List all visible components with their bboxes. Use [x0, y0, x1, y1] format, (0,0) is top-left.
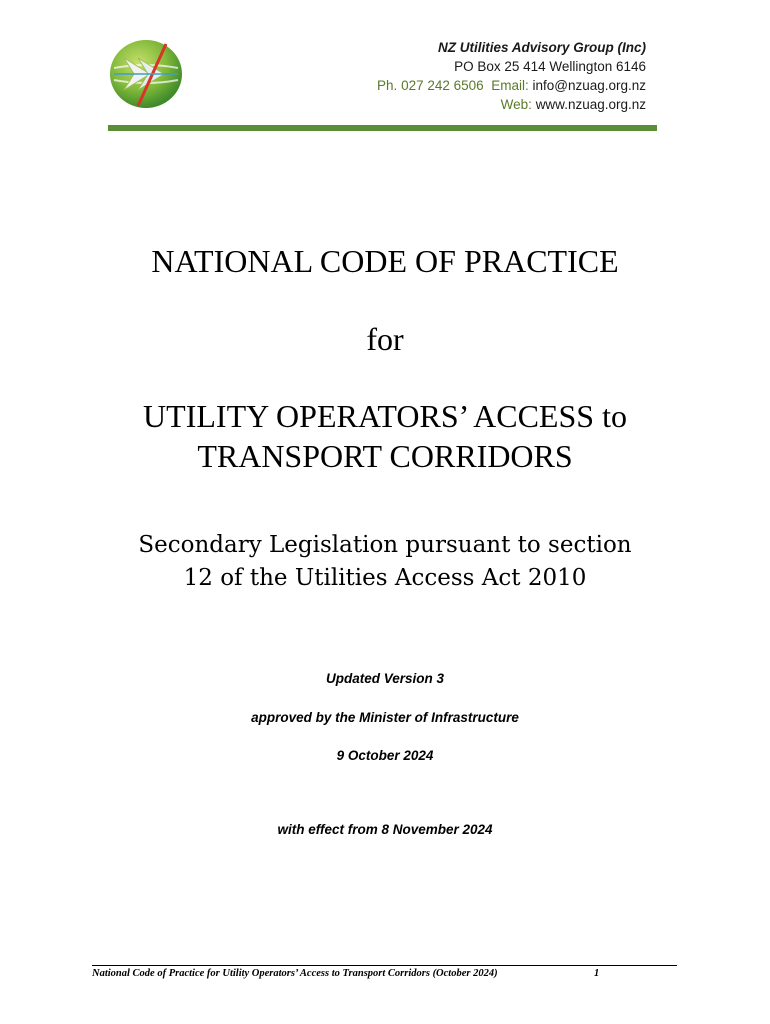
- phone-label: Ph.: [377, 78, 398, 93]
- footer-text: National Code of Practice for Utility Operators’ Access to Transport Corridors (October 2024): [92, 968, 498, 979]
- org-address: PO Box 25 414 Wellington 6146: [454, 59, 646, 74]
- document-title-line2: UTILITY OPERATORS’ ACCESS to: [143, 398, 627, 434]
- org-web: [377, 95, 646, 114]
- email-label: Email:: [491, 78, 529, 93]
- page-footer: [92, 968, 677, 979]
- document-subtitle-line2: 12 of the Utilities Access Act 2010: [183, 565, 587, 591]
- header-divider: [108, 125, 657, 131]
- phone-number: 027 242 6506: [401, 78, 484, 93]
- approval-note: approved by the Minister of Infrastructure: [251, 710, 519, 725]
- footer-divider: [92, 965, 677, 966]
- organization-contact-block: [377, 38, 646, 114]
- org-phone-email: [377, 76, 646, 95]
- web-label: Web:: [500, 97, 532, 112]
- version-note: Updated Version 3: [325, 671, 445, 686]
- org-name: NZ Utilities Advisory Group (Inc): [437, 40, 646, 55]
- document-title-line1: NATIONAL CODE OF PRACTICE: [151, 243, 619, 279]
- document-title-for: for: [366, 321, 404, 357]
- web-link[interactable]: www.nzuag.org.nz: [535, 97, 646, 112]
- document-title-line3: TRANSPORT CORRIDORS: [197, 438, 573, 474]
- nzuag-logo-icon: [108, 38, 184, 110]
- effective-date-note: with effect from 8 November 2024: [277, 822, 493, 837]
- email-link[interactable]: info@nzuag.org.nz: [532, 78, 646, 93]
- document-subtitle-line1: Secondary Legislation pursuant to section: [138, 532, 632, 558]
- approval-date: 9 October 2024: [336, 748, 434, 763]
- page-number: 1: [594, 968, 600, 979]
